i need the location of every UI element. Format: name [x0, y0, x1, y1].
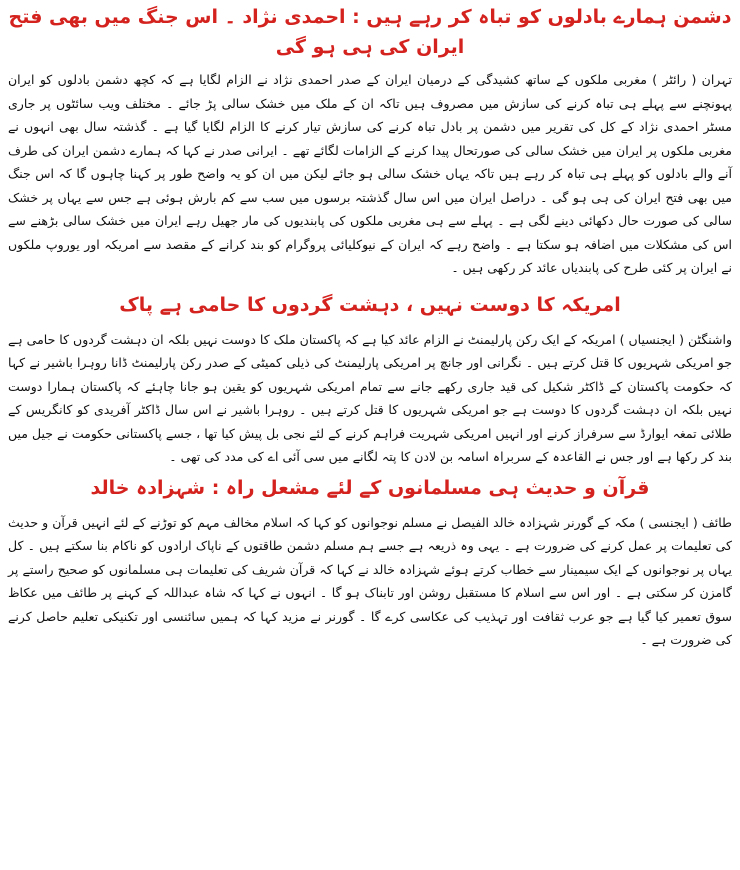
article-us-pakistan — [8, 290, 732, 469]
article-headline: قرآن و حدیث ہی مسلمانوں کے لئے مشعل راہ : شہزادہ خالد — [90, 476, 650, 499]
article-quran-hadith — [8, 473, 732, 652]
article-body: طائف ( ایجنسی ) مکہ کے گورنر شہزادہ خالد الفیصل نے مسلم نوجوانوں کو کہا کہ اسلام مخالف مہم کو توڑنے کے لئے انہیں قرآن و حدیث کی تعلیمات پر عمل کرنے کی ضرورت ہے ۔ یہی وہ ذریعہ ہے جسے ہم مسلم دشمن طاقتوں کے ناپاک ارادوں کو ناکام بنا سکتے ہیں ۔ کل یہاں پر نوجوانوں کے ایک سیمینار سے خطاب کرتے ہوئے شہزادہ خالد نے کہا کہ قرآن شریف کی تعلیمات ہی مسلمانوں کو صحیح راستے پر گامزن کر سکتی ہے ۔ اور اس سے اسلام کا مستقبل روشن اور تابناک ہو گا ۔ انہوں نے کہا کہ شاہ عبداللہ کے کہنے پر طائف میں عکاظ سوق تعمیر کیا گیا ہے جو عرب ثقافت اور تہذیب کی عکاسی کرے گا ۔ گورنر نے مزید کہا کہ ہمیں سائنسی اور تکنیکی تعلیم حاصل کرنے کی ضرورت ہے ۔ — [8, 514, 732, 647]
article-body: تہران ( رائٹر ) مغربی ملکوں کے ساتھ کشیدگی کے درمیان ایران کے صدر احمدی نژاد نے الزام لگایا ہے کہ کچھ دشمن بادلوں کو ایران پہونچنے سے پہلے ہی تباہ کرنے کی سازش میں مصروف ہیں تاکہ ان کے ملک میں خشک سالی پڑ جائے ۔ مختلف ویب سائٹوں پر جاری مسٹر احمدی نژاد کے کل کی تقریر میں دشمن پر بادل تباہ کرنے کی سازش تیار کرنے کا الزام لگایا گیا ہے ۔ گذشتہ سال بھی انہوں نے مغربی ملکوں پر ایران میں خشک سالی کی صورتحال پیدا کرنے کے الزامات لگائے تھے ۔ ایرانی صدر نے کہا کہ ہمارے دشمن ایران کی طرف آنے والے بادلوں کو پہلے ہی تباہ کر رہے ہیں تاکہ یہاں خشک سالی ہو جائے لیکن میں ان کو یہ واضح طور پر کہنا چاہوں گا کہ اس جنگ میں بھی فتح ایران کی ہی ہو گی ۔ دراصل ایران میں اس سال گذشتہ برسوں میں سب سے کم بارش ہوئی ہے جس سے یہاں پر خشک سالی کی صورت حال دکھائی دینے لگی ہے ۔ پہلے سے ہی مغربی ملکوں کی پابندیوں کی مار جھیل رہے ایران میں خشک سالی بڑھنے سے اس کی مشکلات میں اضافہ ہو سکتا ہے ۔ واضح رہے کہ ایران کے نیوکلیائی پروگرام کو بند کرانے کے مقصد سے امریکہ اور یوروپ ملکوں نے ایران پر کئی طرح کی پابندیاں عائد کر رکھی ہیں ۔ — [8, 72, 732, 275]
article-body: واشنگٹن ( ایجنسیاں ) امریکہ کے ایک رکن پارلیمنٹ نے الزام عائد کیا ہے کہ پاکستان ملک کا دوست نہیں بلکہ ان دہشت گردوں کا حامی ہے جو امریکی شہریوں کا قتل کرتے ہیں ۔ نگرانی اور جانچ پر امریکی پارلیمنٹ کی ذیلی کمیٹی کے صدر رکن پارلیمنٹ ڈانا روہرا باشیر نے کہا کہ حکومت پاکستان کے ڈاکٹر شکیل کی قید جاری رکھے جانے سے تمام امریکی شہریوں کو یقین ہو جانا چاہئے کہ پاکستان ہمارا دوست نہیں بلکہ ان دہشت گردوں کا دوست ہے جو امریکی شہریوں کا قتل کرتے ہیں ۔ روہرا باشیر نے اس سال ڈاکٹر آفریدی کو کانگریس کے طلائی تمغہ ایوارڈ سے سرفراز کرنے اور انہیں امریکی شہریت فراہم کرنے کے لئے نجی بل پیش کیا تھا ، جسے پاکستانی حکومت نے جیل میں بند کر رکھا ہے اور جس نے القاعدہ کے سربراہ اسامہ بن لادن کا پتہ لگانے میں سی آئی اے کی مدد کی تھی ۔ — [8, 331, 732, 464]
article-headline: امریکہ کا دوست نہیں ، دہشت گردوں کا حامی ہے پاک — [119, 293, 621, 316]
article-headline: دشمن ہمارے بادلوں کو تباہ کر رہے ہیں : احمدی نژاد ۔ اس جنگ میں بھی فتح ایران کی ہی ہو گی — [8, 6, 732, 58]
article-iran-clouds — [8, 2, 732, 280]
